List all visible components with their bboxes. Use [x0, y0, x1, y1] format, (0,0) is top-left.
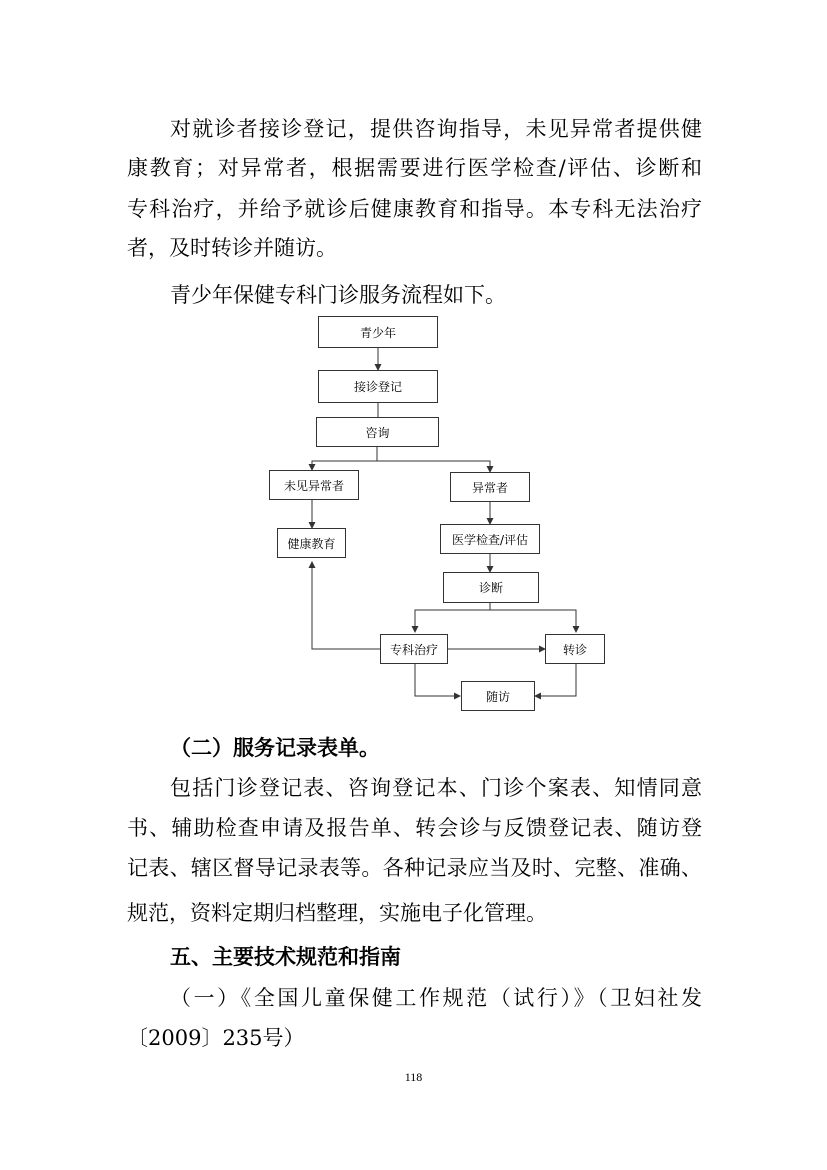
flow-node-exam: 医学检查/评估 — [440, 524, 540, 554]
forms-line-1: 包括门诊登记表、咨询登记本、门诊个案表、知情同意 — [170, 776, 702, 800]
section-five-heading: 五、主要技术规范和指南 — [170, 945, 401, 969]
flow-node-consult: 咨询 — [316, 417, 439, 447]
guideline-item-1: （一）《全国儿童保健工作规范（试行）》（卫妇社发 — [170, 986, 702, 1010]
flow-node-treatment: 专科治疗 — [380, 634, 448, 664]
flow-intro: 青少年保健专科门诊服务流程如下。 — [170, 283, 506, 307]
flow-node-diagnosis: 诊断 — [443, 572, 539, 603]
flow-node-referral: 转诊 — [545, 634, 605, 664]
forms-line-4: 规范，资料定期归档整理，实施电子化管理。 — [127, 901, 547, 925]
intro-line-4: 者，及时转诊并随访。 — [127, 236, 337, 260]
intro-line-2: 康教育；对异常者，根据需要进行医学检查/评估、诊断和 — [127, 156, 702, 180]
flow-node-youth: 青少年 — [318, 316, 438, 348]
forms-heading: （二）服务记录表单。 — [170, 736, 380, 760]
flow-node-normal: 未见异常者 — [269, 470, 359, 500]
intro-line-3: 专科治疗，并给予就诊后健康教育和指导。本专科无法治疗 — [127, 197, 702, 221]
page-number: 118 — [404, 1070, 423, 1084]
flow-node-followup: 随访 — [461, 681, 535, 711]
flow-node-health-education: 健康教育 — [277, 528, 346, 558]
flow-node-abnormal: 异常者 — [450, 472, 530, 502]
forms-line-3: 记表、辖区督导记录表等。各种记录应当及时、完整、准确、 — [127, 856, 702, 880]
forms-line-2: 书、辅助检查申请及报告单、转会诊与反馈登记表、随访登 — [127, 816, 702, 840]
intro-line-1: 对就诊者接诊登记，提供咨询指导，未见异常者提供健 — [170, 117, 702, 141]
guideline-item-1-doc-number: 〔2009〕235号） — [127, 1026, 305, 1050]
flow-node-register: 接诊登记 — [318, 370, 438, 403]
